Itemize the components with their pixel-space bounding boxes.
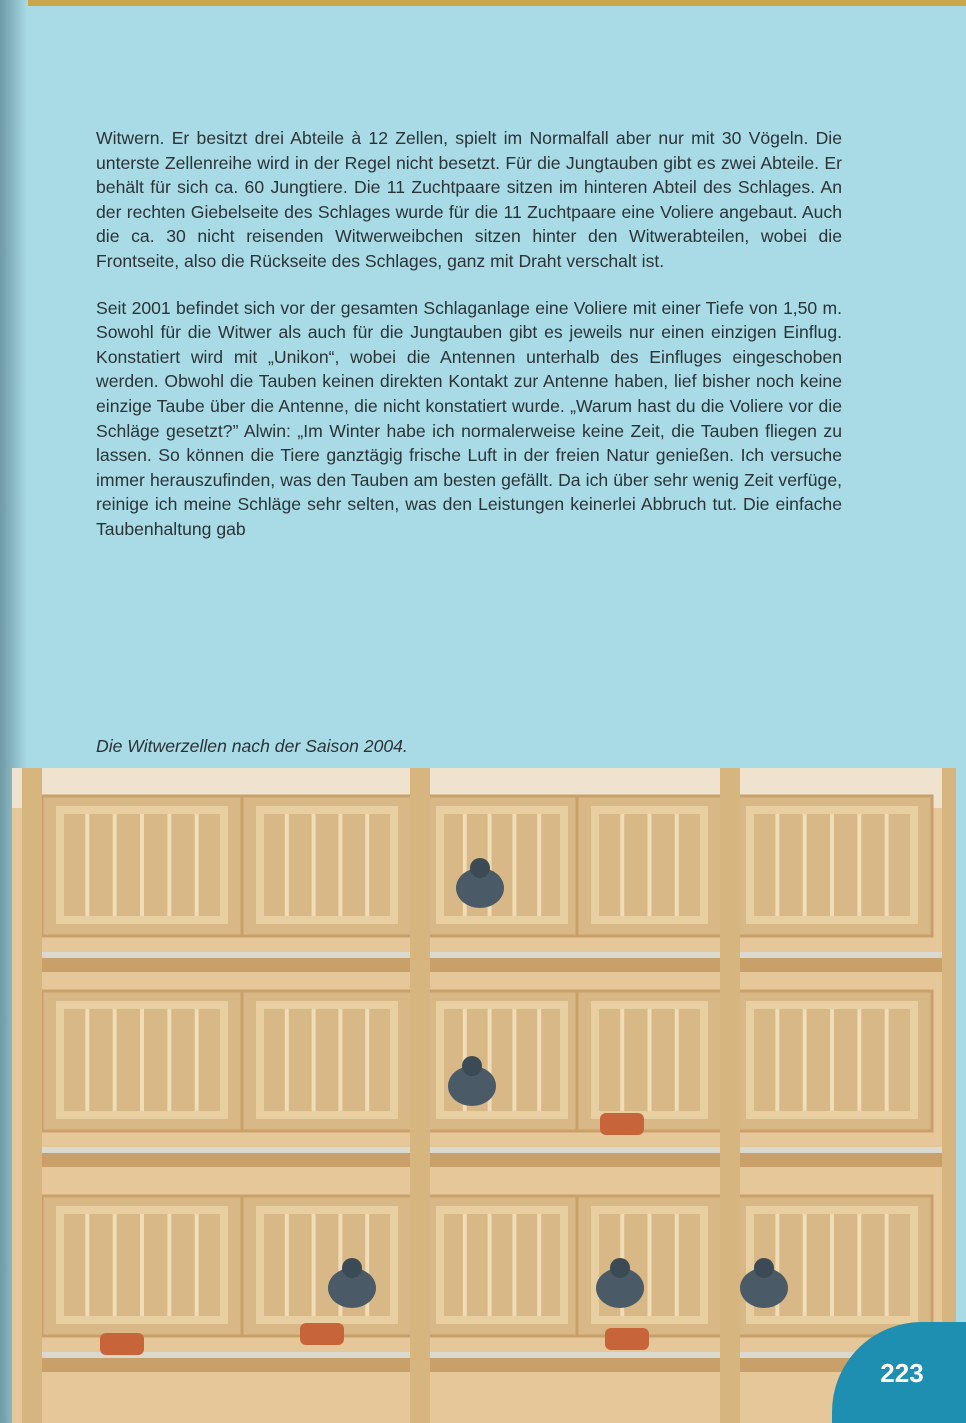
nest-box [242,796,412,936]
pigeon-head [754,1258,774,1278]
nest-box [242,1196,412,1336]
page-top-edge [0,0,966,6]
body-text [96,126,842,564]
feeding-bowl [100,1333,144,1355]
page-number: 223 [880,1358,924,1388]
shelf-grate [32,952,952,958]
feeding-bowl [300,1323,344,1345]
nest-box [422,796,582,936]
shelf-grate [32,1147,952,1153]
photo-caption: Die Witwerzellen nach der Saison 2004. [96,736,408,756]
wooden-post [22,768,42,1423]
paragraph-1: Witwern. Er besitzt drei Abteile à 12 Zellen, spielt im Normalfall aber nur mit 30 Vögeln. Die unterste Zellenreihe wird in der Regel nicht besetzt. Für die Jungtauben gibt es zwei Abteile. Er behält für sich ca. 60 Jungtiere. Die 11 Zuchtpaare sitzen im hinteren Abteil des Schlages. An der rechten Giebelseite des Schlages wurde für die 11 Zuchtpaare eine Voliere angebaut. Auch die ca. 30 nicht reisenden Witwerweibchen sitzen hinter den Witwerabteilen, wobei die Frontseite, also die Rückseite des Schlages, ganz mit Draht verschalt ist. [96,128,842,271]
pigeon-head [610,1258,630,1278]
pigeon-head [342,1258,362,1278]
wooden-post [410,768,430,1423]
feeding-bowl [600,1113,644,1135]
shelf [32,958,952,972]
pigeon-head [462,1056,482,1076]
wooden-post [720,768,740,1423]
pigeon-head [470,858,490,878]
nest-box [422,991,582,1131]
paragraph-2: Seit 2001 befindet sich vor der gesamten Schlaganlage eine Voliere mit einer Tiefe von 1,50 m. Sowohl für die Witwer als auch für die Jungtauben gibt es jeweils nur einen einzigen Einflug. Konstatiert wird mit „Unikon“, wobei die Antennen unterhalb des Einfluges eingeschoben werden. Obwohl die Tauben keinen direkten Kontakt zur Antenne haben, lief bisher noch keine einzige Taube über die Antenne, die nicht konstatiert wurde. „Warum hast du die Voliere vor die Schläge gesetzt?” Alwin: „Im Winter habe ich normalerweise keine Zeit, die Tauben fliegen zu lassen. So können die Tiere ganztägig frische Luft in der freien Natur genießen. Ich versuche immer herauszufinden, was den Tauben am besten gefällt. Da ich über sehr wenig Zeit verfüge, reinige ich meine Schläge sehr selten, was den Leistungen keinerlei Abbruch tut. Die einfache Taubenhaltung gab [96,297,842,539]
shelf-grate [32,1352,952,1358]
feeding-bowl [605,1328,649,1350]
nest-box [242,991,412,1131]
shelf [32,1153,952,1167]
photo-nest-boxes [12,768,956,1423]
nest-box [422,1196,582,1336]
shelf [32,1358,952,1372]
nest-box-illustration [12,768,956,1423]
